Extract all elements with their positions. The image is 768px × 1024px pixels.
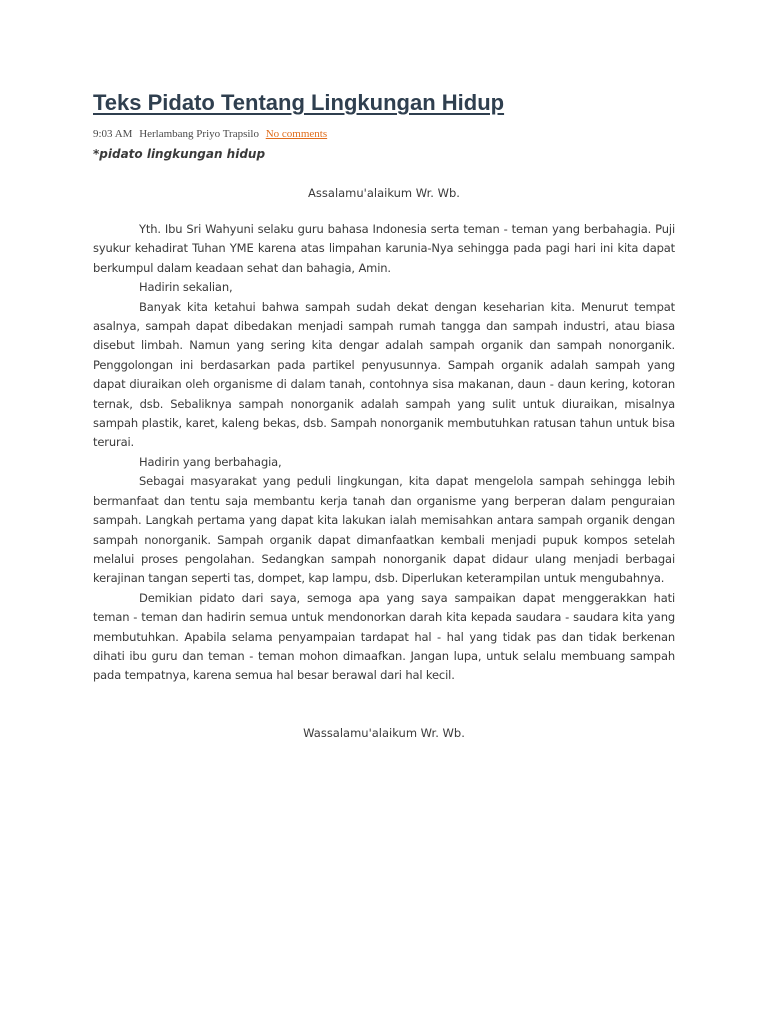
speech-paragraph: Hadirin yang berbahagia, bbox=[139, 454, 282, 469]
post-meta bbox=[93, 128, 327, 140]
post-title[interactable]: Teks Pidato Tentang Lingkungan Hidup bbox=[93, 90, 505, 115]
post-author: Herlambang Priyo Trapsilo bbox=[139, 128, 259, 140]
speech-greeting: Assalamu'alaikum Wr. Wb. bbox=[308, 186, 460, 200]
post-subtitle: *pidato lingkungan hidup bbox=[93, 147, 266, 161]
comments-link[interactable]: No comments bbox=[265, 128, 328, 140]
speech-paragraph: Sebagai masyarakat yang peduli lingkungan, kita dapat mengelola sampah sehingga lebih bermanfaat dan tentu saja membantu kerja tanah dan organisme yang berperan dalam penguraian sampah. Langkah pertama yang dapat kita lakukan ialah memisahkan antara sampah organik dengan sampah nonorganik. Sampah organik dapat dimanfaatkan kembali menjadi pupuk kompos setelah melalui proses pengolahan. Sedangkan sampah nonorganik dapat didaur ulang menjadi berbagai kerajinan tangan seperti tas, dompet, kap lampu, dsb. Diperlukan keterampilan untuk mengubahnya. bbox=[93, 474, 675, 586]
speech-paragraph: Yth. Ibu Sri Wahyuni selaku guru bahasa Indonesia serta teman - teman yang berbahagia. Puji syukur kehadirat Tuhan YME karena atas limpahan karunia-Nya sehingga pada pagi hari ini kita dapat berkumpul dalam keadaan sehat dan bahagia, Amin. bbox=[93, 222, 675, 275]
speech-closing: Wassalamu'alaikum Wr. Wb. bbox=[303, 726, 465, 740]
speech-body bbox=[93, 220, 675, 686]
speech-paragraph: Banyak kita ketahui bahwa sampah sudah dekat dengan keseharian kita. Menurut tempat asalnya, sampah dapat dibedakan menjadi sampah rumah tangga dan sampah industri, atau biasa disebut limbah. Namun yang sering kita dengar adalah sampah organik dan sampah nonorganik. Penggolongan ini berdasarkan pada partikel penyusunnya. Sampah organik adalah sampah yang dapat diuraikan oleh organisme di dalam tanah, contohnya sisa makanan, daun - daun kering, kotoran ternak, dsb. Sebaliknya sampah nonorganik adalah sampah yang sulit untuk diuraikan, misalnya sampah plastik, karet, kaleng bekas, dsb. Sampah nonorganik membutuhkan ratusan tahun untuk bisa terurai. bbox=[93, 299, 675, 450]
speech-paragraph: Hadirin sekalian, bbox=[139, 280, 233, 295]
speech-paragraph: Demikian pidato dari saya, semoga apa yang saya sampaikan dapat menggerakkan hati teman - teman dan hadirin semua untuk mendonorkan darah kita kepada saudara - saudara kita yang membutuhkan. Apabila selama penyampaian tardapat hal - hal yang tidak pas dan tidak berkenan dihati ibu guru dan teman - teman mohon dimaafkan. Jangan lupa, untuk selalu membuang sampah pada tempatnya, karena semua hal besar berawal dari hal kecil. bbox=[93, 590, 675, 683]
post-time: 9:03 AM bbox=[93, 128, 133, 140]
